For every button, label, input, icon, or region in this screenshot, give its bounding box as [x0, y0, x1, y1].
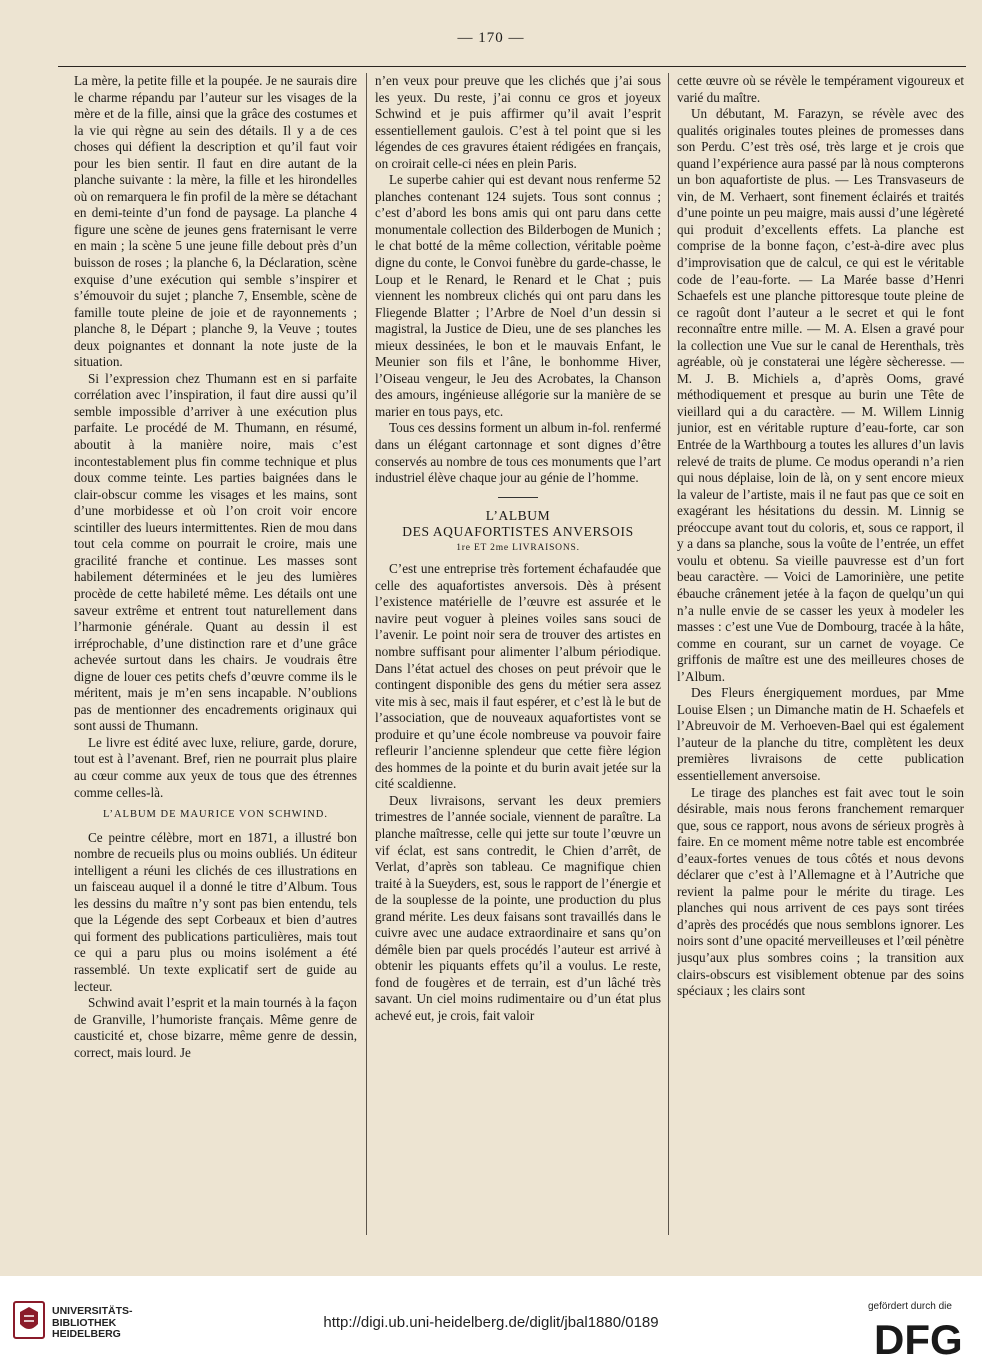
text-column-right [677, 73, 964, 1235]
header-rule [58, 66, 966, 67]
paragraph: Le livre est édité avec luxe, reliure, garde, dorure, tout est à l’avenant. Bref, rien ne pourrait plus plaire au cœur comme aux yeux de tous que des étrennes comme celles-là. [74, 734, 357, 800]
paragraph: Un débutant, M. Farazyn, se révèle avec des qualités originales toutes pleines de promesses dans son Perdu. C’est très osé, très large et je crois que quand l’expérience aura passé par là nous compterons un bon aquafortiste de plus. — Les Transvaseurs de vin, de M. Verhaert, sont finement éclairés et traités d’une pointe un peu maigre, mais aussi d’une légèreté qui produit d’excellents effets. La planche est comprise de la bonne façon, c’est-à-dire avec plus d’improvisation que de calcul, ce qui est le véritable code de l’eau-forte. — La Marée basse d’Henri Schaefels est une planche pittoresque toute pleine de ce ragoût dont l’auteur a le secret et qui le font reconnaître entre mille. — M. A. Elsen a gravé pour la collection une Vue sur le canal de Herenthals, très agréable, où je constaterai une légère sècheresse. — M. J. B. Michiels a, d’après Ooms, gravé méthodiquement et presque au burin une Tête de vieillard qui a du caractère. — M. Willem Linnig junior, est en véritable rupture d’eau-forte, car son Entrée de la Warthbourg a toutes les allures d’un lavis relevé de traits de plume. Ce modus operandi n’a rien qui nous déplaise, loin de là, on y sent encore mieux la valeur de l’artiste, mais il ne faut pas que ce soit en exagérant les hésitations du dessin. M. Linnig se préoccupe avant tout du coloris, et, sous ce rapport, il y a dans sa planche, sous la voûte de l’entrée, un effet voulu et obtenu. Sa vieille pauvresse est d’un fort beau caractère. — Voici de Lamorinière, une petite ébauche crânement jetée à la façon de quelqu’un qui n’a nulle envie de se casser les yeux à modeler les masses : c’est une Vue de Dombourg, tracée à la hâte, comme en courant, sur un carnet de voyage. Ce griffonis de maître est une des meilleures choses de l’Album. [677, 106, 964, 684]
text-column-left [74, 73, 357, 1235]
library-name-line: UNIVERSITÄTS- [52, 1305, 133, 1317]
paragraph: Schwind avait l’esprit et la main tournés à la façon de Granville, l’humoriste français. Même genre de causticité et, chose bizarre, même genre de dessin, correct, mais lourd. Je [74, 995, 357, 1060]
library-name-line: HEIDELBERG [52, 1328, 121, 1340]
library-name-line: BIBLIOTHEK [52, 1316, 117, 1329]
section-subtitle: 1re ET 2me LIVRAISONS. [456, 542, 580, 553]
dfg-logo-text: DFG [874, 1316, 963, 1360]
page-number: — 170 — [457, 30, 525, 46]
paragraph: Si l’expression chez Thumann est en si parfaite corrélation avec l’inspiration, il faut dire aussi qu’il semble impossible d’arriver à une exécution plus parfaite. Le procédé de M. Thumann, en résumé, aboutit à la manière noire, mais c’est incontestablement plus fin comme technique et plus doux comme teinte. Les parties baignées dans le clair-obscur comme les visages et les mains, sont d’une morbidesse et où l’on croit voir encore scintiller des lueurs intermittentes. Rien de mou dans tout cela comme on pourrait le croire, mais une gracilité franche et continue. Les masses sont habilement déterminées et le jeu des lumières procède de cette habileté même. Les détails ont une saveur extrême et entrent tout naturellement dans l’harmonie générale. Quant au dessin il est irréprochable, d’une distinction rare et d’une grâce achevée surtout dans les chairs. Je voudrais être digne de louer ces petits chefs d’œuvre comme ils le méritent, mais je m’en sens incapable. N’oublions pas de mentionner des encadrements originaux qui sont aussi de Thumann. [74, 370, 357, 734]
paragraph: Le superbe cahier qui est devant nous renferme 52 planches contenant 124 sujets. Tous sont connus ; c’est d’abord les bons amis qui ont paru dans cette monumentale collection des Bilderbogen de Munich ; le chat botté de la même collection, véritable poème digne du conte, le Convoi funèbre du garde-chasse, le Loup et le Renard, le Renard et le Chat ; puis viennent les nombreux clichés qui ont paru dans les Fliegende Blatter ; l’Arbre de Noel d’un dessin si magistral, la Justice de Dieu, une de ses planches les mieux dessinées, le bon et le mauvais Enfant, le Meunier son fils et l’âne, le bonhomme Hiver, l’Oiseau vengeur, le Jeu des Acrobates, la Chanson des amours, ingénieuse allégorie sur la manière de se marier en tous pays, etc. [375, 172, 661, 419]
column-divider [668, 73, 669, 1235]
section-title: DES AQUAFORTISTES ANVERSOIS [402, 523, 634, 539]
section-heading: L’ALBUM DE MAURICE VON SCHWIND. [103, 809, 328, 821]
paragraph: Des Fleurs énergiquement mordues, par Mme Louise Elsen ; un Dimanche matin de H. Schaefels et l’Abreuvoir de M. Verhoeven-Bael qui est également l’auteur de la planche du titre, complètent les deux premières livraisons de cette publication essentiellement anversoise. [677, 685, 964, 783]
paragraph: Ce peintre célèbre, mort en 1871, a illustré bon nombre de recueils plus ou moins oubliés. Un éditeur intelligent a réuni les clichés de ces illustrations en un faisceau auquel il a donné le titre d’Album. Tous les dessins du maître n’y sont pas bien entendu, tels que la Légende des sept Corbeaux et bien d’autres qui forment des publications particulières, mais tout ce qui a paru plus ou moins isolément a été rassemblé. Un texte explicatif sert de guide au lecteur. [74, 829, 357, 994]
paragraph: cette œuvre où se révèle le tempérament vigoureux et varié du maître. [677, 73, 964, 105]
paragraph: Deux livraisons, servant les deux premiers trimestres de l’année sociale, viennent de paraître. La planche maîtresse, celle qui jette sur toute l’œuvre un vif éclat, est sans contredit, le Chien d’arrêt, de Verlat, d’après son tableau. Ce magnifique chien traité à la Sueyders, est, sous le rapport de l’énergie et de la souplesse de la pointe, une production du plus grand mérite. Les deux faisans sont travaillés dans le cuivre avec une audace extraordinaire et sans qu’on démêle bien par quels procédés l’auteur est arrivé à obtenir les piquants effets qu’il a voulus. Le reste, fond de fougères et de terrain, est d’un lâché très savant. Un ciel moins rudimentaire ou d’un état plus achevé eut, je crois, fait valoir [375, 792, 661, 1023]
paragraph: C’est une entreprise très fortement échafaudée que celle des aquafortistes anversois. Dès à présent l’existence matérielle de l’œuvre est assurée et le navire peut voguer à pleines voiles sans souci de l’avenir. Le point noir sera de trouver des artistes en nombre suffisant pour alimenter l’album périodique. Dans l’état actuel des choses on peut prévoir que le contingent disponible des gens du métier sera assez vite mis à sec, mais il faut espérer, et c’est là le but de l’association, que de nouveaux aquafortistes vont se produire et qu’une école nombreuse va pouvoir faire refleurir l’ancienne splendeur que cette fière légion des hommes de la pointe et du burin avait jetée sur la cité scaldienne. [375, 561, 661, 792]
column-divider [366, 73, 367, 1235]
paragraph: Tous ces dessins forment un album in-fol. renfermé dans un élégant cartonnage et sont dignes d’être conservés au nombre de tous ces monuments que l’art industriel élève chaque jour au génie de l’homme. [375, 420, 661, 486]
text-column-middle [375, 73, 661, 1235]
funded-by-label: gefördert durch die [868, 1301, 952, 1312]
section-title: L’ALBUM [485, 507, 551, 523]
section-separator [498, 497, 538, 498]
paragraph: n’en veux pour preuve que les clichés que j’ai sous les yeux. Du reste, j’ai connu ce gros et joyeux Schwind et je puis affirmer qu’il avait l’esprit essentiellement gaulois. C’est à tel point que si les légendes de ces gravures étaient rédigées en français, on croirait celle-ci nées en plein Paris. [375, 73, 661, 171]
paragraph: Le tirage des planches est fait avec tout le soin désirable, mais nous ferons franchement remarquer que, sous ce rapport, nous avons de sérieux progrès à faire. En ce moment même notre table est encombrée d’eaux-fortes venues de tous côtés et nous devons déclarer que c’est à l’Allemagne et à l’Autriche que revient la palme pour le mérite du tirage. Les planches qui nous arrivent de ces pays sont tirées d’après des procédés que nous semblons ignorer. Les noirs sont d’une opacité merveilleuses et l’œil pénètre jusqu’aux plus sombres coins ; la transition aux clairs-obscurs est visiblement obtenue par des soins spéciaux ; les clairs sont [677, 784, 964, 999]
paragraph: La mère, la petite fille et la poupée. Je ne saurais dire le charme répandu par l’auteur sur les visages de la mère et de la fille, ainsi que la grâce des costumes et la vie qui règne au sein des détails. Il y a de ces choses qui défient la description et qu’il faut voir pour les bien sentir. Il faut en dire autant de la planche suivante : la mère, la fille et les hirondelles où on remarquera le fin profil de la mère se détachant en demi-teinte d’un fond de paysage. La planche 4 figure une scène de jeunes gens fraternisant le verre en main ; la scène 5 une jeune fille debout près d’un buisson de roses ; la planche 6, la Déclaration, scène exquise d’une exécution qui semble s’inspirer et s’émouvoir du sujet ; planche 7, Ensemble, scène de famille toute pleine de joie et de rayonnements ; planche 8, le Départ ; planche 9, la Veuve ; toutes deux poignantes et donnant la note juste de la situation. [74, 73, 357, 370]
dfg-logo-icon [872, 1316, 970, 1360]
source-url-link[interactable]: http://digi.ub.uni-heidelberg.de/diglit/jbal1880/0189 [323, 1314, 659, 1331]
